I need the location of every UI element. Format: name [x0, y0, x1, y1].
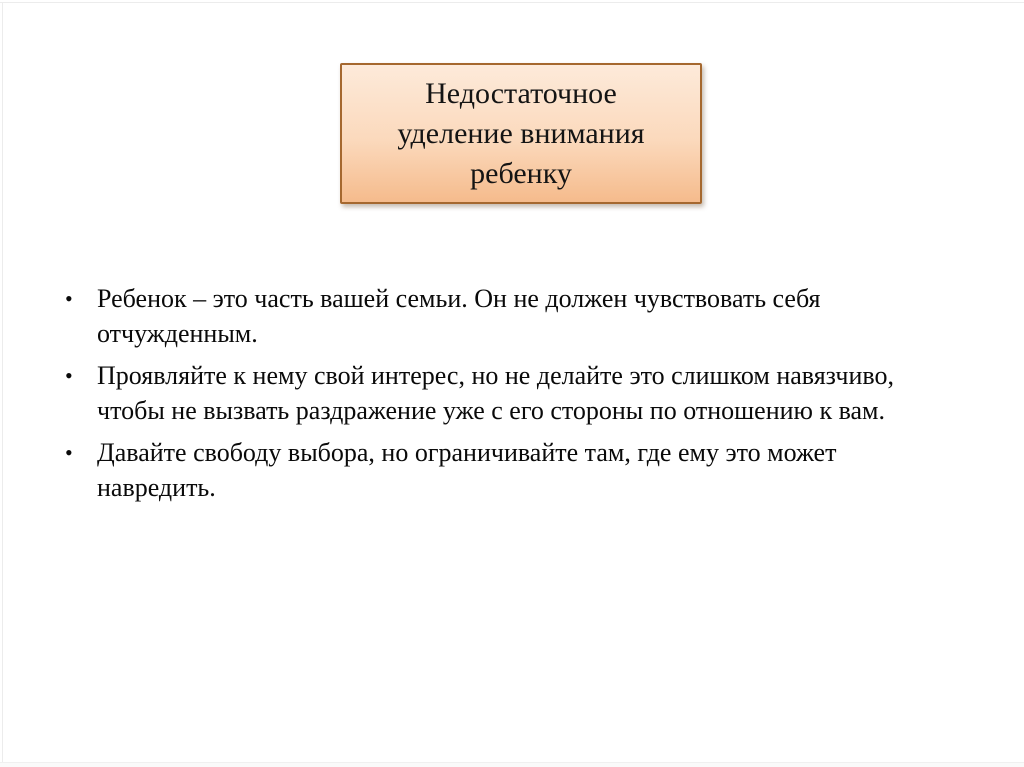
bullet-marker: • — [65, 363, 73, 388]
bullet-item-1 — [63, 281, 908, 351]
bullet-list — [63, 281, 908, 512]
bullet-marker: • — [65, 440, 73, 465]
title-line-2: уделение внимания — [397, 116, 645, 150]
slide-title-box — [340, 63, 702, 204]
slide-top-edge-line — [0, 2, 1024, 3]
bullet-marker: • — [65, 286, 73, 311]
bullet-item-2 — [63, 358, 908, 428]
bullet-text-1: Ребенок – это часть вашей семьи. Он не должен чувствовать себя отчужденным. — [97, 284, 821, 348]
slide-left-edge-line — [2, 2, 3, 762]
title-line-1: Недостаточное — [425, 76, 617, 110]
bullet-item-3 — [63, 435, 908, 505]
bullet-text-2: Проявляйте к нему свой интерес, но не делайте это слишком навязчиво, чтобы не вызвать раздражение уже с его стороны по отношению к вам. — [97, 361, 895, 425]
bullet-text-3: Давайте свободу выбора, но ограничивайте там, где ему это может навредить. — [97, 438, 837, 502]
title-line-3: ребенку — [470, 156, 572, 190]
slide-bottom-edge-strip — [0, 762, 1024, 767]
